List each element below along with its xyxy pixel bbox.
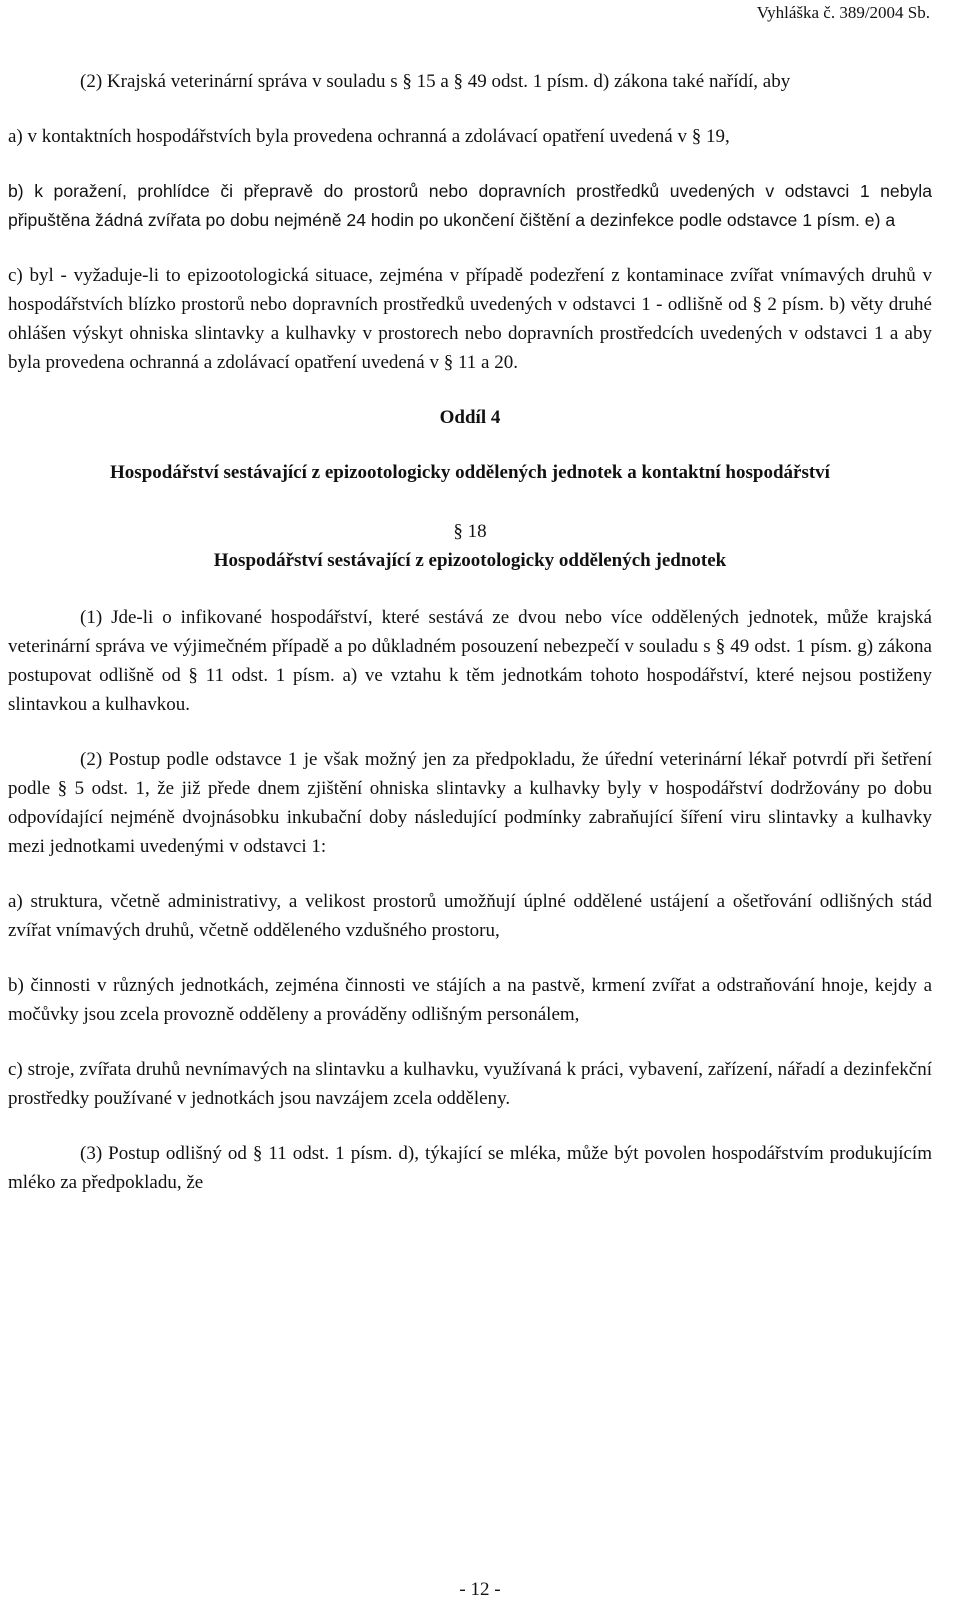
paragraph-item-b: b) k poražení, prohlídce či přepravě do prostorů nebo dopravních prostředků uvedených v odstavci 1 nebyla připuštěna žádná zvířata po dobu nejméně 24 hodin po ukončení čištění a dezinfekce podle odstavce 1 písm. e) a bbox=[8, 181, 932, 230]
paragraph18-odst2: (2) Postup podle odstavce 1 je však možný jen za předpokladu, že úřední veterinární lékař potvrdí při šetření podle § 5 odst. 1, že již přede dnem zjištění ohniska slintavky a kulhavky byly v hospodářství dodržovány po dobu odpovídající nejméně dvojnásobku inkubační doby následující podmínky zabraňující šíření viru slintavky a kulhavky mezi jednotkami uvedenými v odstavci 1: bbox=[8, 749, 932, 857]
paragraph-odst2-intro: (2) Krajská veterinární správa v souladu s § 15 a § 49 odst. 1 písm. d) zákona také nařídí, aby bbox=[80, 71, 791, 92]
body-text bbox=[8, 67, 932, 1197]
running-header: Vyhláška č. 389/2004 Sb. bbox=[756, 3, 930, 22]
paragraph-title: Hospodářství sestávající z epizootologicky oddělených jednotek bbox=[213, 550, 727, 571]
paragraph-number: § 18 bbox=[453, 521, 487, 542]
paragraph18-odst1: (1) Jde-li o infikované hospodářství, které sestává ze dvou nebo více oddělených jednotek, může krajská veterinární správa ve výjimečném případě a po důkladném posouzení nebezpečí v souladu s § 49 odst. 1 písm. g) zákona postupovat odlišně od § 11 odst. 1 písm. a) ve vztahu k těm jednotkám tohoto hospodářství, které nejsou postiženy slintavkou a kulhavkou. bbox=[8, 607, 932, 715]
page-number: - 12 - bbox=[459, 1579, 501, 1600]
division-label: Oddíl 4 bbox=[439, 407, 501, 428]
paragraph18-odst3: (3) Postup odlišný od § 11 odst. 1 písm. d), týkající se mléka, může být povolen hospodářstvím produkujícím mléko za předpokladu, že bbox=[8, 1143, 932, 1193]
paragraph18-item-b: b) činnosti v různých jednotkách, zejména činnosti ve stájích a na pastvě, krmení zvířat a odstraňování hnoje, kejdy a močůvky jsou zcela provozně odděleny a prováděny odlišným personálem, bbox=[8, 975, 932, 1025]
paragraph-item-c: c) byl - vyžaduje-li to epizootologická situace, zejména v případě podezření z kontaminace zvířat vnímavých druhů v hospodářstvích blízko prostorů nebo dopravních prostředků uvedených v odstavci 1 - odlišně od § 2 písm. b) věty druhé ohlášen výskyt ohniska slintavky a kulhavky v prostorech nebo dopravních prostředcích uvedených v odstavci 1 a aby byla provedena ochranná a zdolávací opatření uvedená v § 11 a 20. bbox=[8, 265, 932, 373]
paragraph18-item-a: a) struktura, včetně administrativy, a velikost prostorů umožňují úplné oddělené ustájení a ošetřování odlišných stád zvířat vnímavých druhů, včetně odděleného vzdušného prostoru, bbox=[8, 891, 932, 941]
paragraph18-item-c: c) stroje, zvířata druhů nevnímavých na slintavku a kulhavku, využívaná k práci, vybavení, zařízení, nářadí a dezinfekční prostředky používané v jednotkách jsou navzájem zcela odděleny. bbox=[8, 1059, 932, 1109]
division-title: Hospodářství sestávající z epizootologicky oddělených jednotek a kontaktní hospodářství bbox=[110, 462, 830, 483]
paragraph-item-a: a) v kontaktních hospodářstvích byla provedena ochranná a zdolávací opatření uvedená v § 19, bbox=[8, 126, 730, 147]
